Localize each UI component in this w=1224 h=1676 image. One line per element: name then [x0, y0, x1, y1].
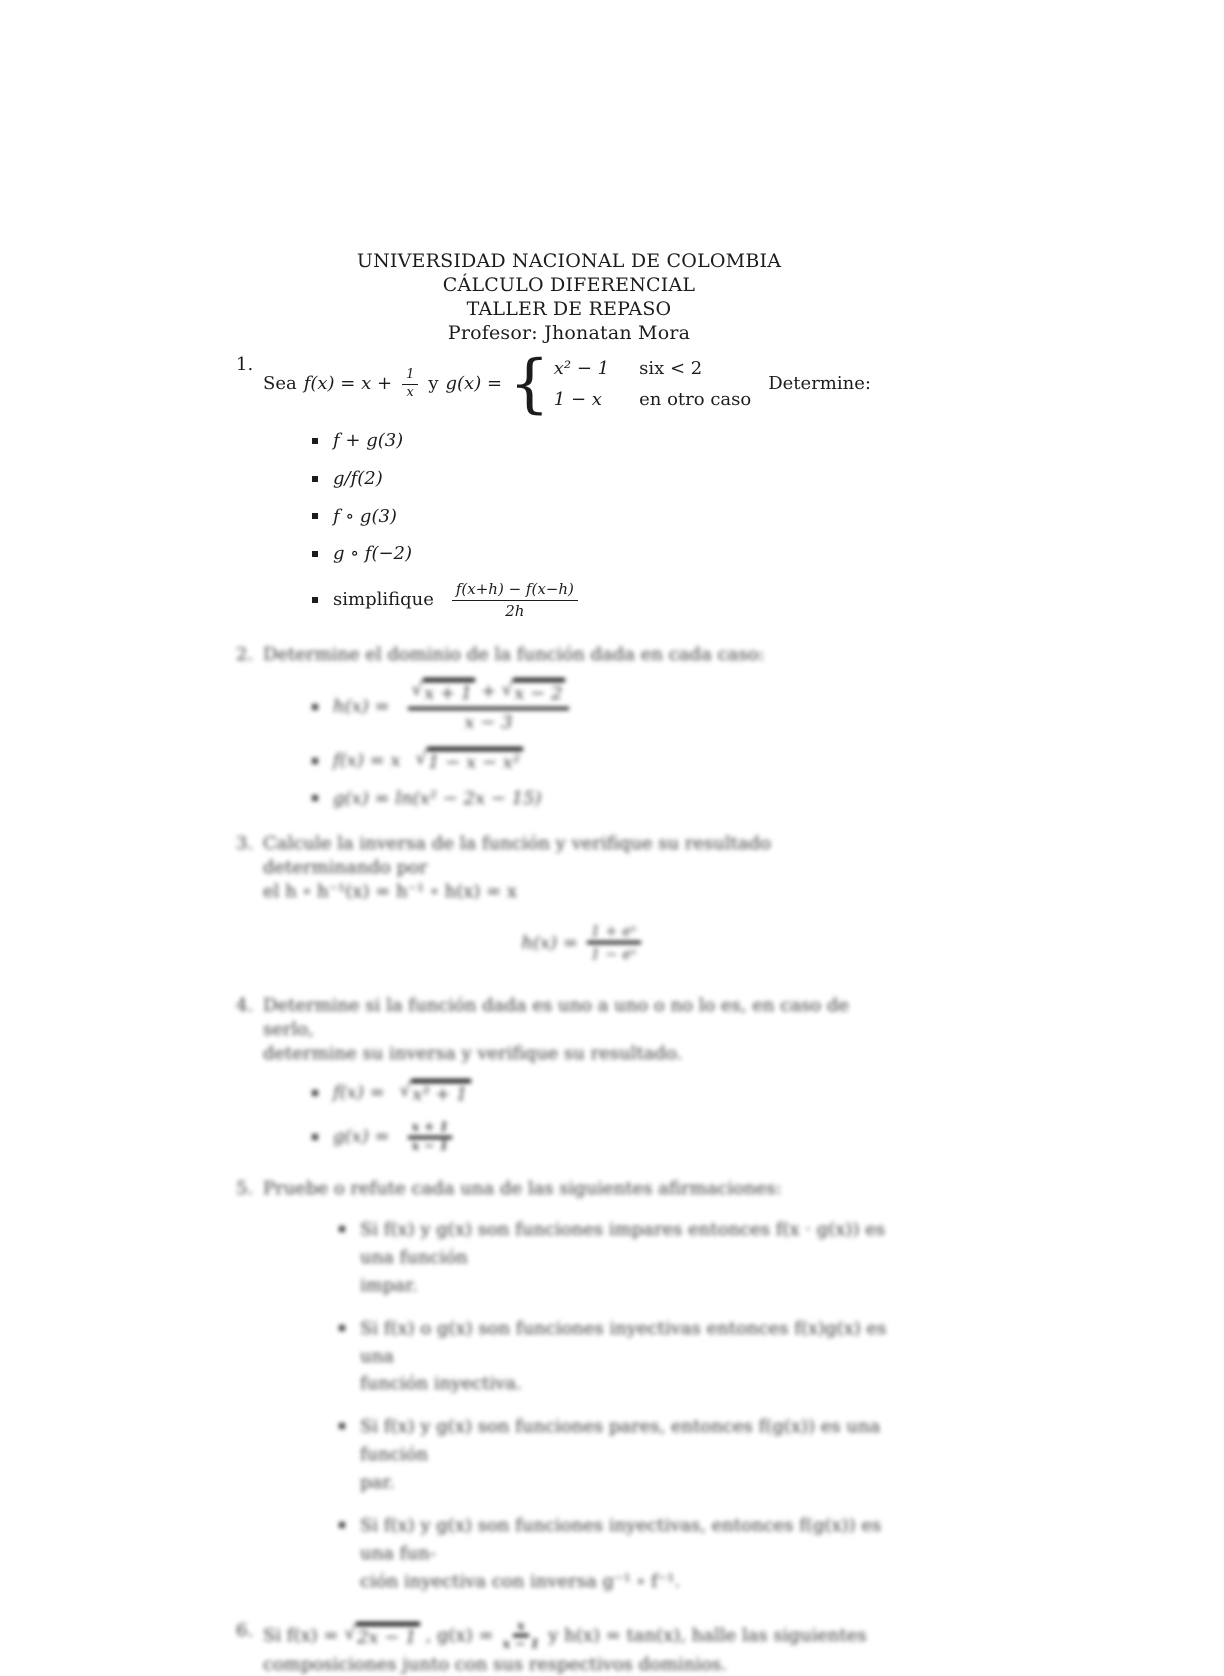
bullet-icon: [312, 597, 318, 603]
problem-5-number: 5.: [236, 1177, 263, 1201]
worksheet-title: TALLER DE REPASO: [236, 297, 902, 321]
problem-4-heading-line1: Determine si la función dada es uno a uno o no lo es, en caso de serlo,: [263, 994, 902, 1042]
problem-3: [236, 832, 902, 970]
case-1-value: x² − 1: [554, 357, 609, 381]
bullet-icon: [312, 513, 318, 519]
problem-6: [236, 1619, 902, 1676]
bullet-item: g(x) = $\frac{x + 1}{x - 1}$: [312, 1121, 902, 1153]
bullet-item: Si f(x) o g(x) son funciones inyectivas entonces f(x)g(x) es una función inyectiva.: [339, 1315, 902, 1399]
case-2-condition: en otro caso: [639, 388, 751, 412]
bullet-icon: [339, 1423, 345, 1429]
blurred-section: [236, 643, 902, 1676]
problem-5-bullets: [263, 1216, 902, 1596]
professor-line: Profesor: Jhonatan Mora: [236, 321, 902, 345]
bullet-icon: [339, 1325, 345, 1331]
case-1-condition: six < 2: [639, 357, 751, 381]
bullet-item: Si f(x) y g(x) son funciones impares entonces f(x · g(x)) es una función impar.: [339, 1216, 902, 1300]
bullet-item: Si f(x) y g(x) son funciones inyectivas, entonces f(g(x)) es una fun- ción inyectiva con inversa g⁻¹ ∘ f⁻¹.: [339, 1512, 902, 1596]
problem-5-heading: Pruebe o refute cada una de las siguientes afirmaciones:: [263, 1177, 902, 1201]
exp-fraction: $\frac{\text{1 + eˣ}}{\text{1 − eˣ}}$: [587, 922, 641, 965]
text-column: [236, 249, 902, 1676]
university-title: UNIVERSIDAD NACIONAL DE COLOMBIA: [236, 249, 902, 273]
bullet-icon: [339, 1226, 345, 1232]
sqrt-icon: √ x + 1: [412, 678, 476, 706]
problem-4: [236, 994, 902, 1167]
bullet-item: f + g(3): [312, 429, 902, 453]
problem-3-heading-line2: el h ∘ h⁻¹(x) = h⁻¹ ∘ h(x) = x: [263, 880, 902, 904]
problem-1-statement: [263, 353, 902, 415]
g-definition: g(x) =: [446, 372, 503, 396]
difference-quotient-fraction: $\frac{f(x+h) - f(x-h)}{2h}$: [452, 580, 578, 621]
problem-2-bullets: [263, 678, 902, 810]
bullet-item: Si f(x) y g(x) son funciones pares, entonces f(g(x)) es una función par.: [339, 1413, 902, 1497]
problem-4-number: 4.: [236, 994, 263, 1018]
bullet-item: g(x) = ln(x² − 2x − 15): [312, 787, 902, 811]
bullet-item: f(x) = √ x³ + 1: [312, 1079, 902, 1107]
bullet-icon: [312, 795, 318, 801]
sqrt-icon: √ 2x − 1: [344, 1622, 419, 1650]
simplify-label: simplifique: [333, 588, 434, 612]
problem-4-bullets: [263, 1079, 902, 1153]
case-2-value: 1 − x: [554, 388, 609, 412]
g-fraction: $\frac{x}{x - 1}$: [503, 1620, 540, 1652]
bullet-icon: [312, 704, 318, 710]
bullet-icon: [312, 758, 318, 764]
problem-6-line2: composiciones junto con sus respectivos dominios.: [263, 1653, 902, 1676]
bullet-item: g ∘ f(−2): [312, 542, 902, 566]
bullet-item: f ∘ g(3): [312, 505, 902, 529]
bullet-item: h(x) = √ x + 1 + √ x − 2 x − 3: [312, 678, 902, 735]
word-sea: Sea: [263, 372, 297, 396]
problem-6-line1: Si f(x) = √ 2x − 1 , g(x) = $\frac{x}{x - 1}$ y h(x) = tan(x), halle las siguientes: [263, 1619, 902, 1653]
bullet-icon: [312, 438, 318, 444]
piecewise-cases: [509, 353, 751, 415]
course-title: CÁLCULO DIFERENCIAL: [236, 273, 902, 297]
problem-4-heading-line2: determine su inversa y verifique su resultado.: [263, 1042, 902, 1066]
problem-5: [236, 1177, 902, 1610]
one-over-x-fraction: $\frac{1}{x}$: [402, 368, 418, 400]
g-fraction: $\frac{x + 1}{x - 1}$: [408, 1121, 453, 1153]
problem-2-number: 2.: [236, 643, 263, 667]
f-definition: f(x) = x +: [304, 372, 392, 396]
problem-2-heading: Determine el dominio de la función dada en cada caso:: [263, 643, 902, 667]
bullet-item: f(x) = x √ 1 − x − x²: [312, 747, 902, 775]
problem-6-number: 6.: [236, 1619, 263, 1643]
determine-label: Determine:: [768, 372, 871, 396]
bullet-icon: [312, 476, 318, 482]
bullet-icon: [312, 1134, 318, 1140]
sqrt-icon: √ x − 2: [502, 678, 566, 706]
problem-1-bullets: [263, 429, 902, 621]
inverse-formula: h(x) = $\frac{\text{1 + eˣ}}{\text{1 − eˣ}}$: [263, 922, 902, 965]
bullet-icon: [312, 551, 318, 557]
left-brace-icon: [509, 353, 550, 415]
word-y: y: [428, 372, 438, 396]
sqrt-icon: √ 1 − x − x²: [416, 747, 524, 775]
bullet-item: [312, 580, 902, 621]
document-header: [236, 249, 902, 345]
problem-3-heading-line1: Calcule la inversa de la función y verifique su resultado determinando por: [263, 832, 902, 880]
bullet-item: g/f(2): [312, 467, 902, 491]
h-fraction: √ x + 1 + √ x − 2 x − 3: [408, 678, 570, 735]
problem-2: [236, 643, 902, 823]
problem-1-number: 1.: [236, 353, 263, 377]
bullet-icon: [339, 1522, 345, 1528]
bullet-icon: [312, 1090, 318, 1096]
problem-3-number: 3.: [236, 832, 263, 856]
problem-1: [236, 353, 902, 635]
sqrt-icon: √ x³ + 1: [400, 1079, 471, 1107]
